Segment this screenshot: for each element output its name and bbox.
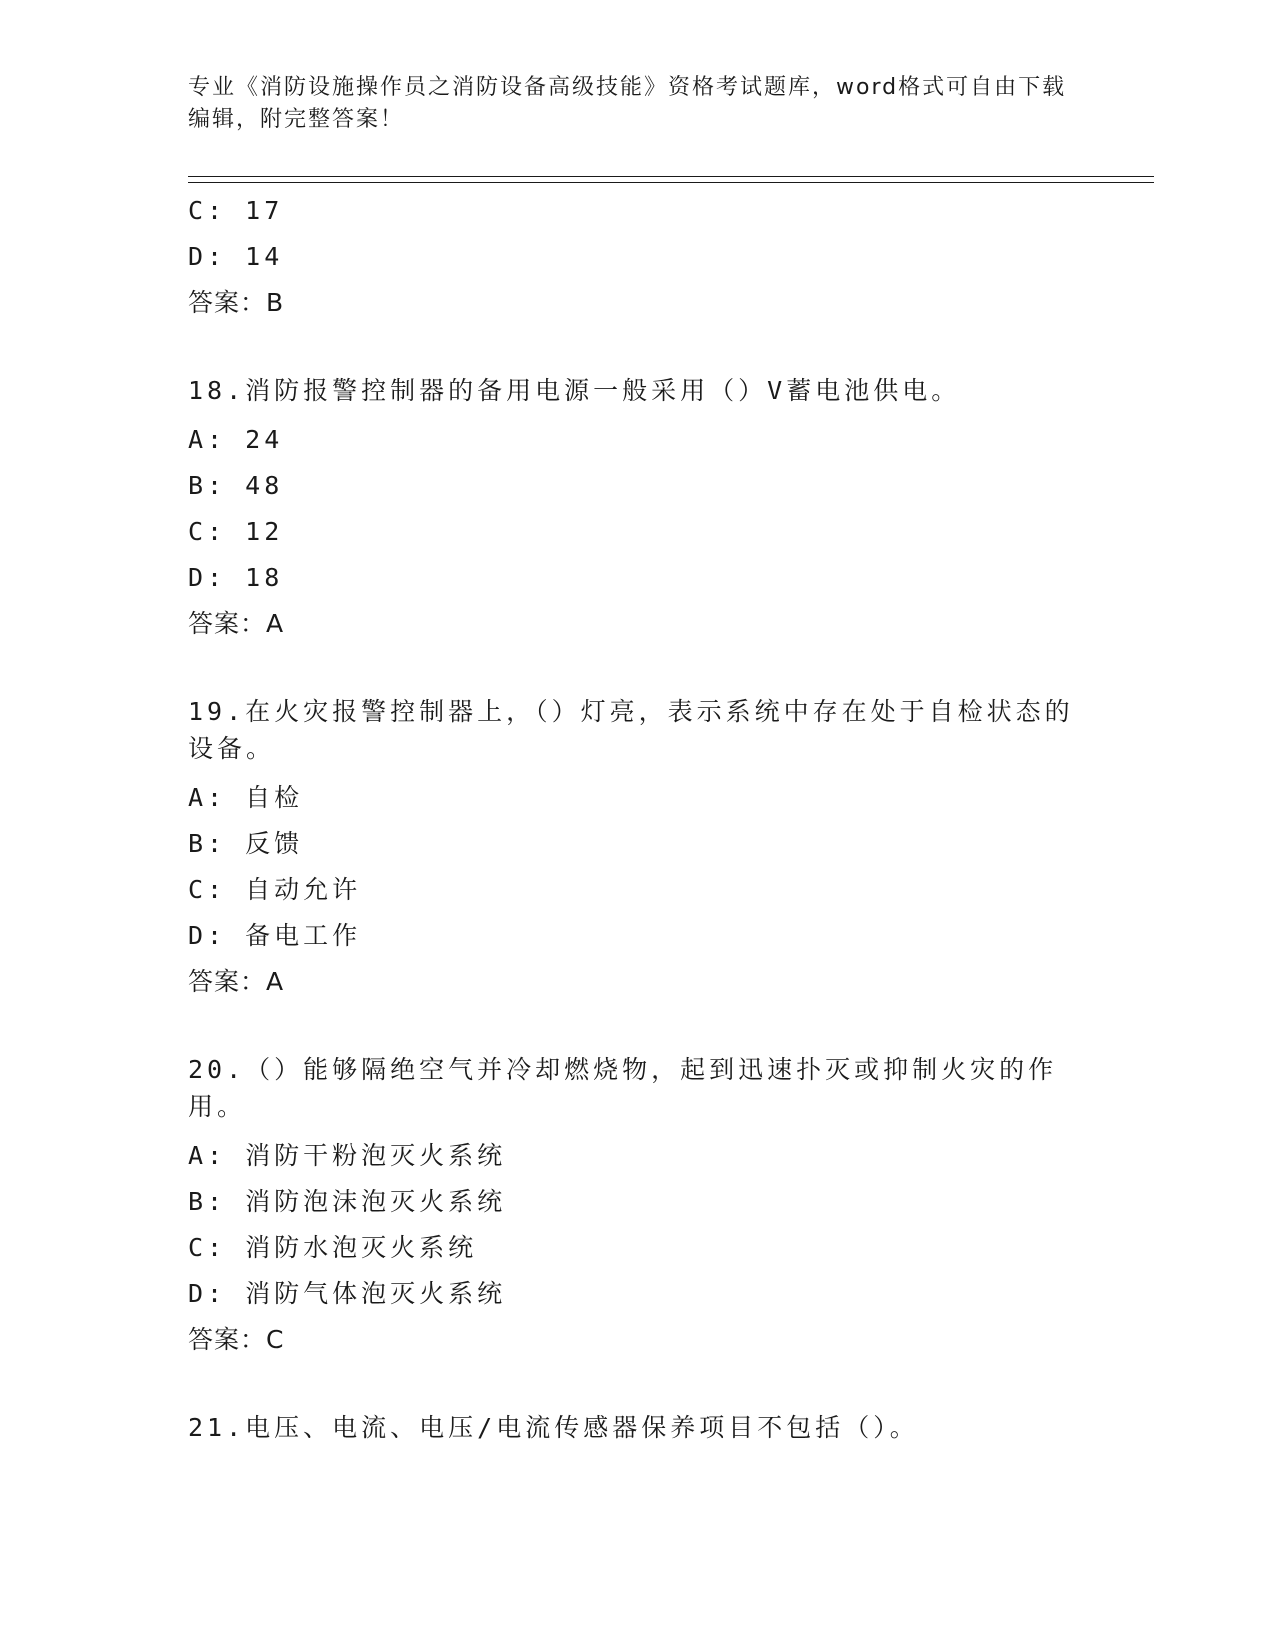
- question-stem: 20.（）能够隔绝空气并冷却燃烧物，起到迅速扑灭或抑制火灾的作用。: [188, 1055, 1058, 1121]
- question-stem: 21.电压、电流、电压/电流传感器保养项目不包括（）。: [188, 1413, 919, 1442]
- header-divider-bottom: [188, 182, 1154, 183]
- option-c: C: 12: [188, 517, 284, 546]
- question-21: [188, 1409, 1088, 1446]
- option-b: B: 消防泡沫泡灭火系统: [188, 1187, 507, 1216]
- option-c: C: 自动允许: [188, 875, 362, 904]
- option-c: C: 17: [188, 196, 284, 225]
- option-b: B: 反馈: [188, 829, 304, 858]
- option-a: A: 自检: [188, 783, 304, 812]
- option-a: A: 24: [188, 425, 284, 454]
- option-d: D: 14: [188, 242, 284, 271]
- previous-question-tail: [188, 188, 1088, 326]
- question-stem: 19.在火灾报警控制器上，（）灯亮，表示系统中存在处于自检状态的设备。: [188, 697, 1074, 763]
- answer-line: 答案：B: [188, 288, 285, 317]
- question-list: [188, 188, 1088, 1454]
- answer-line: 答案：A: [188, 967, 285, 996]
- option-a: A: 消防干粉泡灭火系统: [188, 1141, 507, 1170]
- question-20: [188, 1051, 1088, 1363]
- header-divider-top: [188, 176, 1154, 177]
- question-stem: 18.消防报警控制器的备用电源一般采用（）V蓄电池供电。: [188, 376, 961, 405]
- option-c: C: 消防水泡灭火系统: [188, 1233, 478, 1262]
- option-d: D: 18: [188, 563, 284, 592]
- question-18: [188, 372, 1088, 647]
- option-b: B: 48: [188, 471, 284, 500]
- answer-line: 答案：C: [188, 1325, 285, 1354]
- option-d: D: 备电工作: [188, 921, 362, 950]
- question-19: [188, 693, 1088, 1005]
- answer-line: 答案：A: [188, 609, 285, 638]
- document-header: 专业《消防设施操作员之消防设备高级技能》资格考试题库，word格式可自由下载编辑，附完整答案！: [188, 75, 1067, 132]
- option-d: D: 消防气体泡灭火系统: [188, 1279, 507, 1308]
